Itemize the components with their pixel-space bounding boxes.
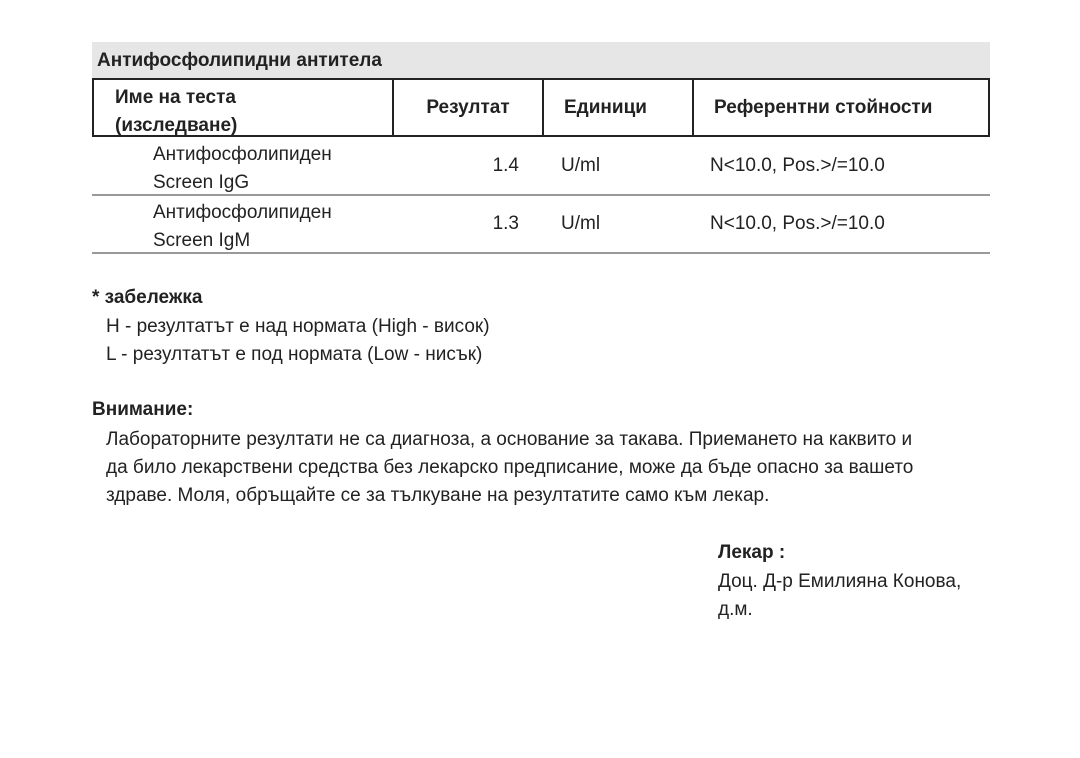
- table-header: [92, 78, 990, 137]
- header-test-name: [94, 80, 392, 135]
- table-row: [92, 196, 990, 254]
- test-name-line1: Антифосфолипиден: [153, 202, 332, 223]
- test-result: 1.4: [492, 155, 519, 176]
- test-name-line2: Screen IgM: [153, 230, 251, 251]
- doctor-degree: д.м.: [718, 599, 753, 620]
- warning-line: здраве. Моля, обръщайте се за тълкуване на резултатите само към лекар.: [106, 485, 770, 506]
- header-test-name-line2: (изследване): [115, 115, 238, 136]
- note-line-low: L - резултатът е под нормата (Low - нисък): [106, 344, 483, 365]
- test-unit: U/ml: [561, 213, 601, 234]
- doctor-title: Лекар :: [718, 542, 786, 563]
- test-unit: U/ml: [561, 155, 601, 176]
- header-reference: Референтни стойности: [692, 80, 990, 135]
- test-name: [153, 141, 332, 197]
- test-name-line1: Антифосфолипиден: [153, 144, 332, 165]
- header-units: Единици: [542, 80, 692, 135]
- warning-title: Внимание:: [92, 399, 194, 420]
- test-name: [153, 199, 332, 255]
- test-reference: N<10.0, Pos.>/=10.0: [710, 155, 885, 176]
- test-name-line2: Screen IgG: [153, 172, 250, 193]
- note-title: * забележка: [92, 287, 203, 308]
- test-reference: N<10.0, Pos.>/=10.0: [710, 213, 885, 234]
- note-line-high: H - резултатът е над нормата (High - висок): [106, 316, 490, 337]
- header-result: Резултат: [392, 80, 542, 135]
- doctor-name: Доц. Д-р Емилияна Конова,: [718, 571, 962, 592]
- warning-line: Лабораторните резултати не са диагноза, а основание за такава. Приемането на каквито и: [106, 429, 913, 450]
- warning-line: да било лекарствени средства без лекарско предписание, може да бъде опасно за вашето: [106, 457, 914, 478]
- header-test-name-line1: Име на теста: [115, 87, 236, 108]
- section-title: Антифосфолипидни антитела: [92, 42, 990, 78]
- table-row: [92, 138, 990, 196]
- test-result: 1.3: [492, 213, 519, 234]
